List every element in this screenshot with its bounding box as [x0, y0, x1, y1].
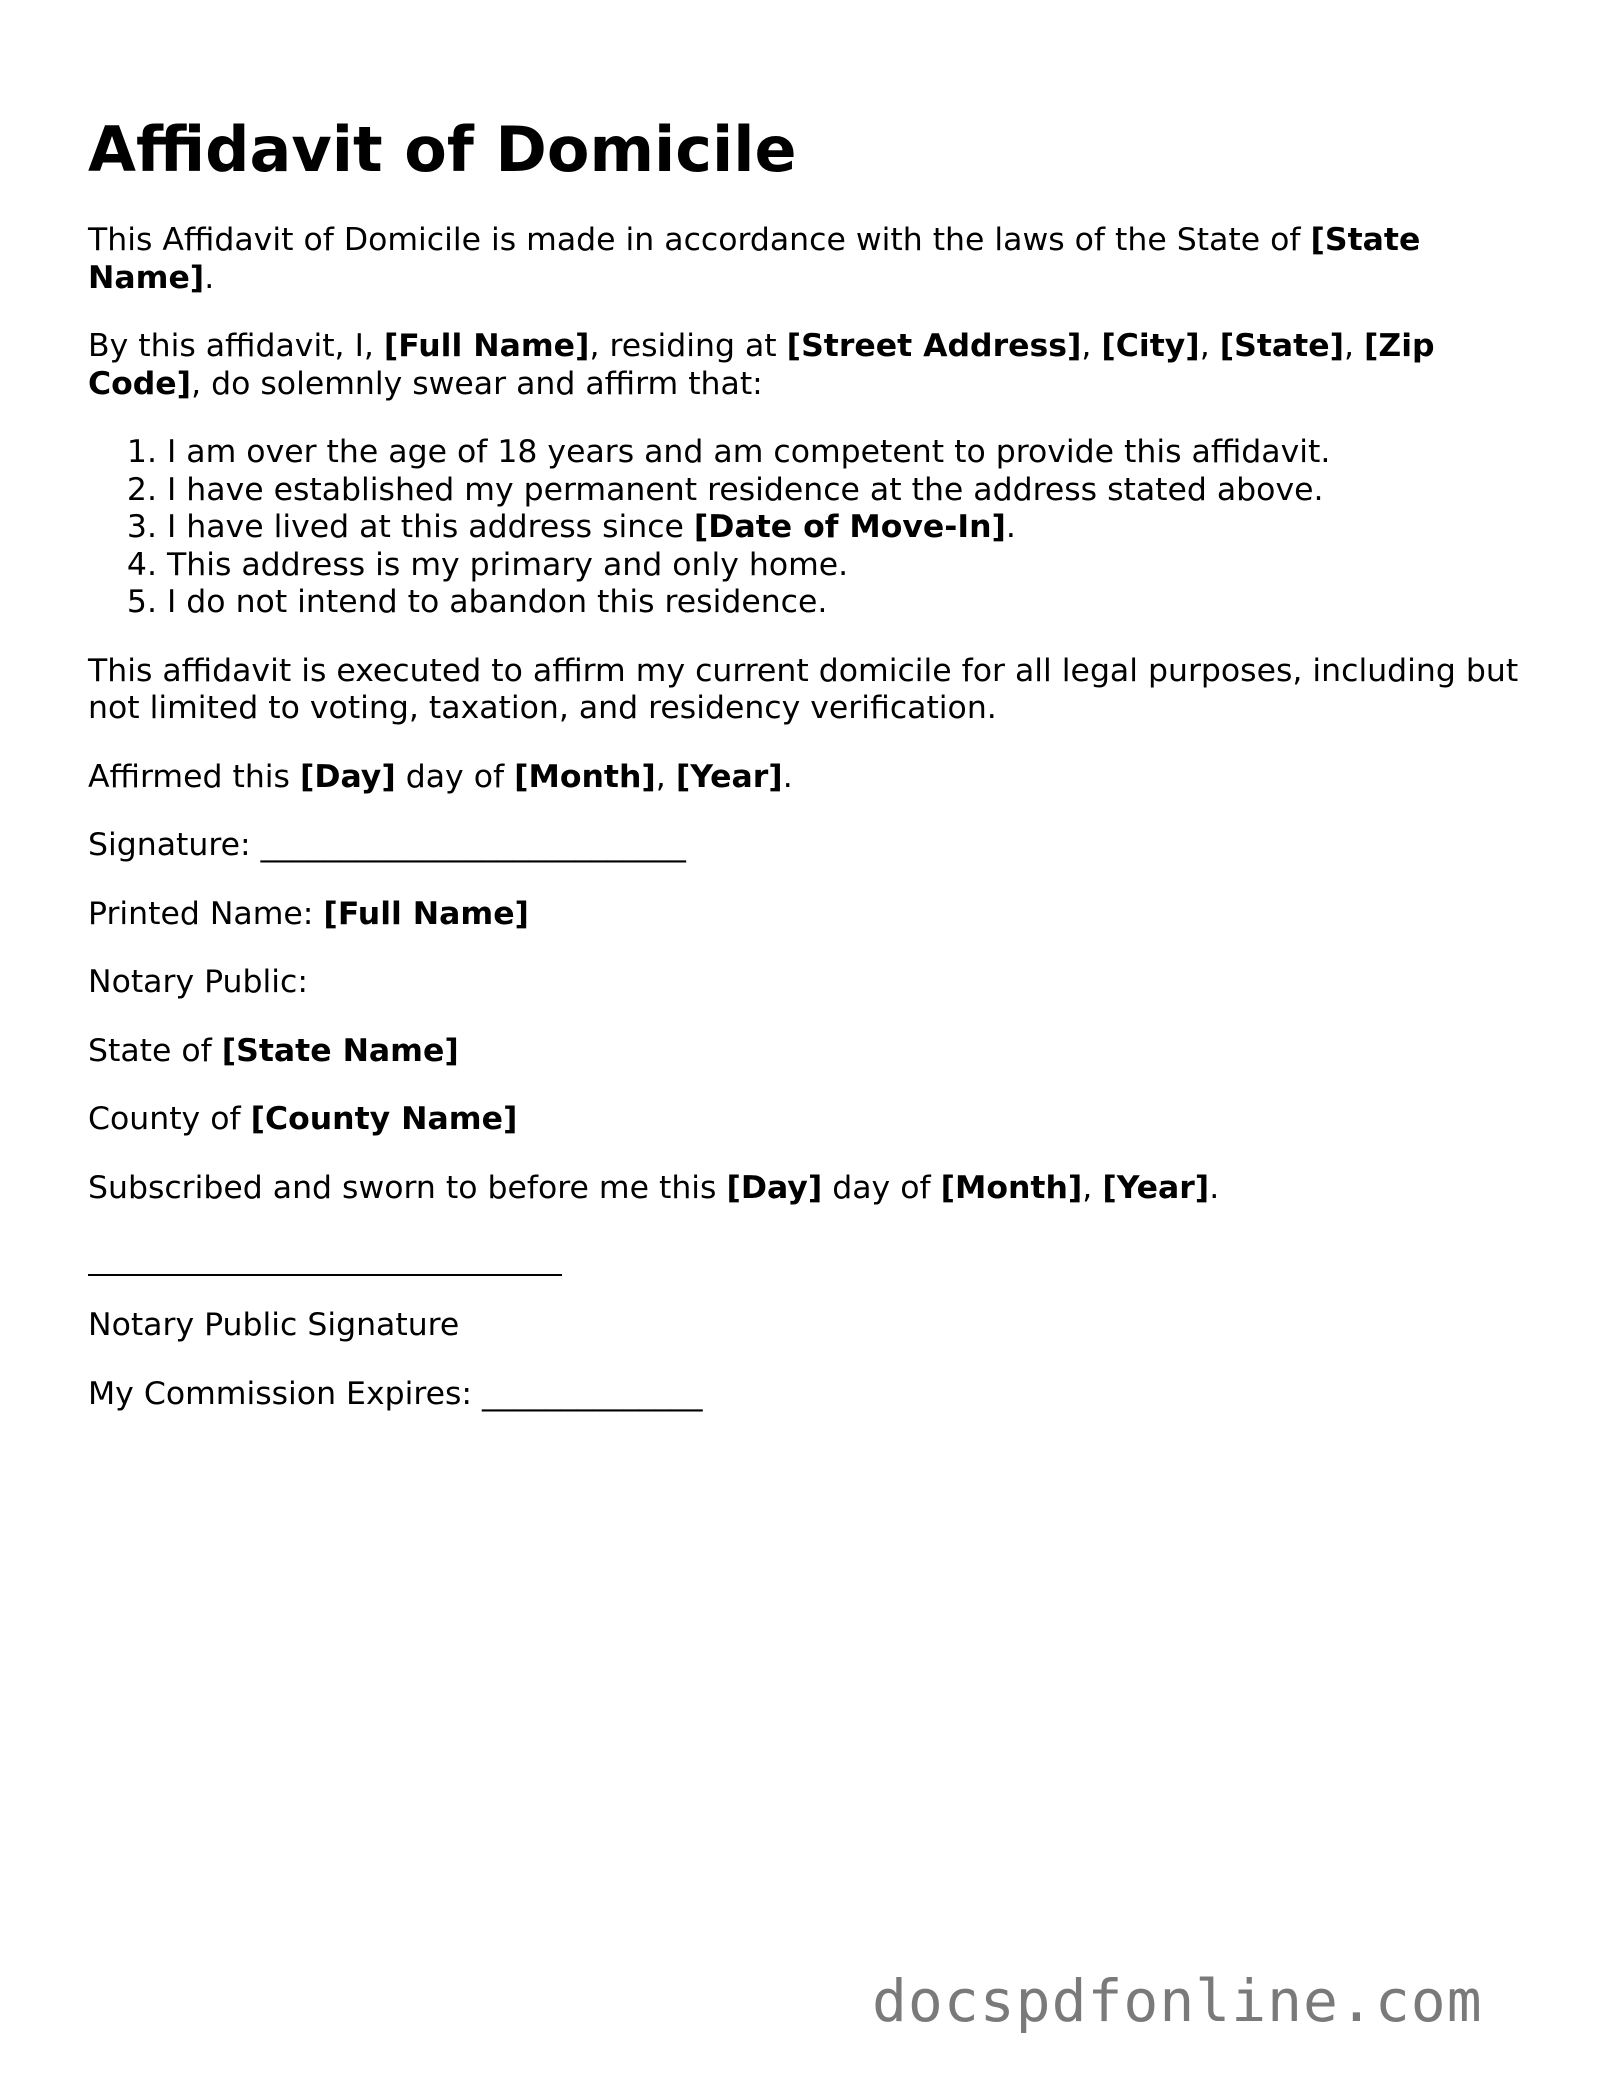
zip-code-placeholder: [Zip Code] — [88, 328, 1435, 402]
notary-signature-rule — [88, 1238, 562, 1276]
affirmed-line: Affirmed this [Day] day of [Month], [Year]. — [88, 758, 793, 795]
move-in-date-placeholder: [Date of Move-In] — [693, 509, 1006, 545]
street-address-placeholder: [Street Address] — [786, 328, 1082, 364]
statements-list — [88, 434, 1528, 622]
list-item: 1. I am over the age of 18 years and am competent to provide this affidavit. — [167, 434, 1528, 472]
document-title: Affidavit of Domicile — [88, 113, 797, 186]
commission-expiry-blank[interactable]: ______________ — [482, 1375, 703, 1412]
county-name-placeholder: [County Name] — [250, 1101, 518, 1137]
state-placeholder: [State] — [1219, 328, 1344, 364]
signature-blank[interactable]: ___________________________ — [260, 827, 686, 863]
state-of-placeholder: [State Name] — [221, 1032, 459, 1069]
list-item: 5. I do not intend to abandon this residence. — [167, 584, 1528, 622]
day-placeholder: [Day] — [299, 758, 396, 795]
oath-paragraph: By this affidavit, I, [Full Name], residing at [Street Address], [City], [State], [Zip Code], do solemnly swear and affirm that: — [88, 328, 1435, 402]
list-item: 4. This address is my primary and only home. — [167, 547, 1528, 585]
notary-signature-label: Notary Public Signature — [88, 1307, 460, 1343]
commission-line: My Commission Expires: ______________ — [88, 1375, 703, 1412]
state-of-line: State of [State Name] — [88, 1032, 459, 1069]
year-placeholder: [Year] — [675, 758, 783, 795]
subscribed-line: Subscribed and sworn to before me this [Day] day of [Month], [Year]. — [88, 1169, 1220, 1206]
signature-line: Signature: ___________________________ — [88, 827, 686, 863]
city-placeholder: [City] — [1101, 328, 1200, 364]
intro-paragraph: This Affidavit of Domicile is made in accordance with the laws of the State of [State Name]. — [88, 222, 1421, 296]
purpose-paragraph: This affidavit is executed to affirm my current domicile for all legal purposes, including but not limited to voting, taxation, and residency verification. — [88, 652, 1519, 726]
state-name-placeholder: [State Name] — [88, 222, 1421, 296]
notary-signature-line[interactable] — [88, 1238, 1528, 1276]
year-placeholder: [Year] — [1102, 1169, 1210, 1206]
document-page — [88, 108, 1528, 1444]
day-placeholder: [Day] — [726, 1169, 823, 1206]
month-placeholder: [Month] — [514, 758, 656, 795]
watermark: docspdfonline.com — [872, 1967, 1483, 2035]
list-item: 3. I have lived at this address since [Date of Move-In]. — [167, 509, 1528, 547]
month-placeholder: [Month] — [940, 1169, 1083, 1206]
printed-name-line: Printed Name: [Full Name] — [88, 895, 529, 932]
notary-public-label: Notary Public: — [88, 964, 308, 1000]
list-item: 2. I have established my permanent residence at the address stated above. — [167, 472, 1528, 510]
full-name-placeholder: [Full Name] — [383, 328, 590, 364]
printed-name-placeholder: [Full Name] — [323, 895, 529, 932]
county-of-line: County of [County Name] — [88, 1101, 518, 1137]
